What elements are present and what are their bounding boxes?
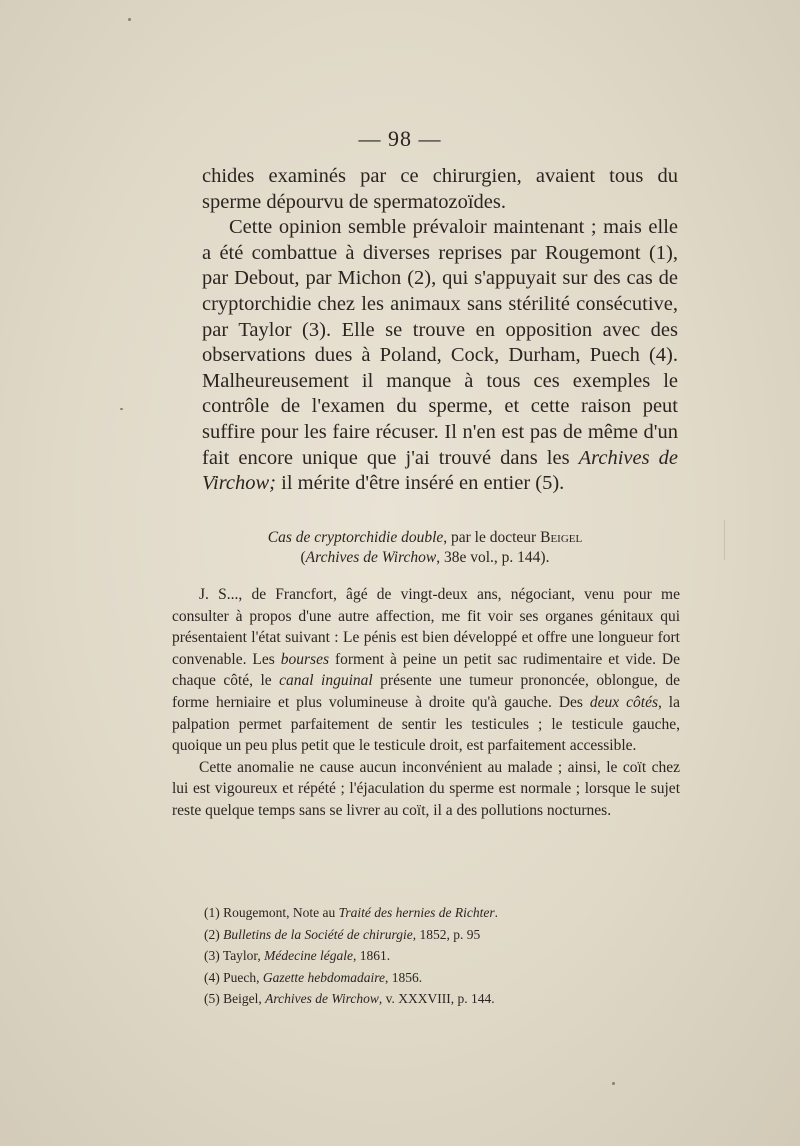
footnote-text: Beigel, — [223, 991, 266, 1006]
case-p1-canal: canal inguinal — [279, 672, 373, 690]
paragraph-2 — [202, 215, 678, 497]
footnote-text-italic: de Richter — [435, 905, 495, 920]
footnotes — [204, 902, 674, 1010]
footnote-title: Bulletins de la Société de chirurgie — [223, 926, 413, 942]
case-title: Cas de cryptorchidie double — [267, 529, 444, 546]
footnote-ref: , 1856. — [384, 969, 423, 985]
paragraph-1: chides examinés par ce chirurgien, avaient tous du sperme dépourvu de spermatozoïdes. — [202, 165, 678, 213]
footnote-4 — [204, 967, 674, 989]
case-by: , par le docteur — [443, 529, 541, 546]
paper-speck — [120, 408, 123, 410]
case-source-open: ( — [300, 549, 306, 566]
footnote-text: Taylor, — [222, 948, 265, 963]
footnote-text: Rougemont, Note au — [223, 905, 339, 920]
case-p1-bourses: bourses — [280, 650, 329, 668]
case-p1-e: présente une tumeur prononcée, oblongue, de forme herniaire et plus volumineuse à droite qu'à gauche. Des — [172, 672, 681, 711]
footnote-ref: , 1852, p. 95 — [412, 926, 481, 942]
footnote-text: Puech, — [223, 969, 263, 985]
main-text — [202, 164, 678, 497]
footnote-num: (3) — [204, 948, 220, 963]
case-heading-line-2 — [170, 548, 680, 568]
bleed-through-mark — [724, 520, 737, 560]
paragraph-2-text: Cette opinion semble prévaloir maintenant ; mais elle a été combattue à diverses reprises par Rougemont (1), par Debout, par Michon (2), qui s'appuyait sur des cas de cryptorchidie chez les animaux sans stérilité consécutive, par Taylor (3). Elle se trouve en opposition avec des observations dues à Poland, Cock, Durham, Puech (4). Malheureusement il manque à tous ces exemples le contrôle de l'examen du sperme, et cette raison peut suffire pour les faire récuser. Il n'en est pas de même d'un fait encore unique que j'ai trouvé dans les — [202, 216, 678, 469]
footnote-1 — [204, 902, 674, 924]
paper-speck — [612, 1082, 615, 1085]
case-paragraph-2: Cette anomalie ne cause aucun inconvénient au malade ; ainsi, le coït chez lui est vigoureux et répété ; l'éjaculation du sperme est normale ; lorsque le sujet reste quelque temps sans se livrer au coït, il a des pollutions nocturnes. — [172, 758, 680, 819]
page-number: — 98 — — [358, 126, 442, 151]
footnote-ref: , v. XXXVIII, p. 144. — [378, 991, 495, 1006]
archives-virchow-title: Archives de Virchow; — [202, 446, 678, 495]
case-author: Beigel — [540, 529, 583, 546]
case-heading — [170, 528, 680, 568]
footnote-title: Médecine légale — [264, 948, 353, 963]
case-p1-a: J. S..., de Francfort, âgé de vingt-deux ans, négociant, venu pour me consulter à propos d'une autre affection, me fit voir ses organes génitaux qui présentaient l'état suivant : Le pénis est bien développé et offre une longueur fort convenable. Les — [172, 586, 680, 668]
footnote-5 — [204, 988, 674, 1010]
case-source-ref: , 38e vol., p. 144). — [436, 549, 550, 566]
footnote-end: . — [494, 905, 498, 920]
case-p1-g: , la palpation permet parfaitement de sentir les testicules ; le testicule gauche, quoique un peu plus petit que le testicule droit, est parfaitement accessible. — [172, 693, 680, 755]
case-source-title: Archives de Wirchow — [305, 549, 437, 566]
footnote-ref: , 1861. — [352, 948, 391, 963]
footnote-title: Gazette hebdomadaire — [262, 969, 385, 985]
footnote-num: (4) — [204, 969, 220, 985]
footnote-num: (5) — [204, 991, 220, 1006]
case-p1-deux-cotes: deux côtés — [589, 693, 658, 711]
footnote-3 — [204, 945, 674, 967]
footnote-num: (1) — [204, 905, 220, 920]
case-paragraph-1 — [172, 584, 680, 757]
footnote-2 — [204, 924, 674, 946]
paper-speck — [128, 18, 131, 21]
footnote-title: Traité des hernies — [338, 905, 436, 920]
case-heading-line-1 — [170, 528, 680, 548]
footnote-title: Archives de Wirchow — [265, 991, 379, 1006]
paragraph-2-end: il mérite d'être inséré en entier (5). — [276, 472, 565, 495]
footnote-num: (2) — [204, 926, 220, 942]
case-body — [172, 584, 680, 822]
case-p1-c: forment à peine un petit sac rudimentaire et vide. De chaque côté, le — [172, 650, 680, 690]
